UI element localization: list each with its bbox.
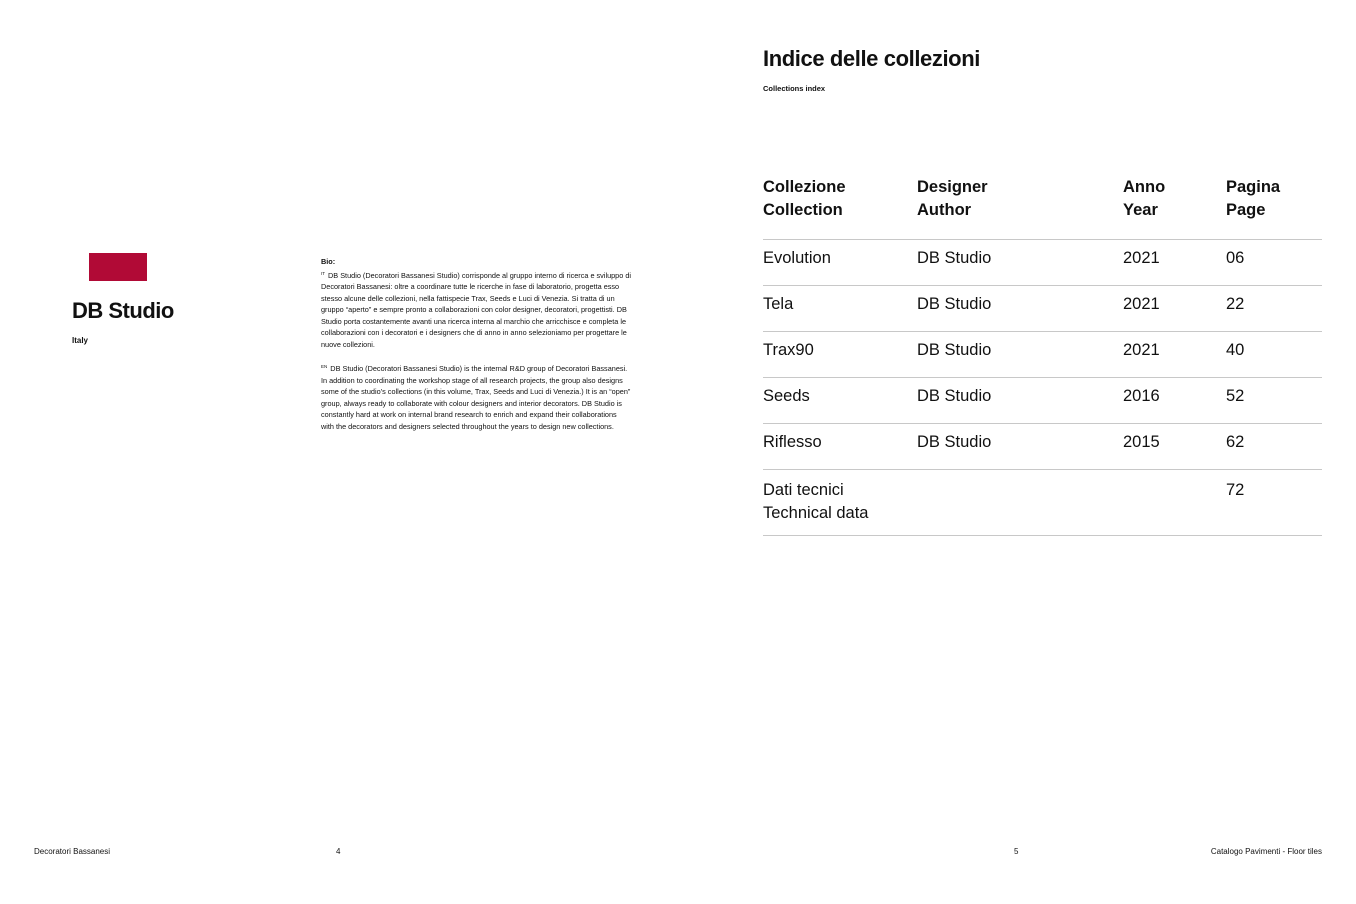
header-year-it: Anno (1123, 178, 1166, 196)
it-marker: IT (321, 270, 325, 276)
index-subtitle: Collections index (763, 84, 826, 93)
en-marker: EN (321, 364, 328, 369)
cell-designer: DB Studio (917, 378, 1123, 424)
studio-name: DB Studio (72, 298, 174, 323)
technical-it: Dati tecnici (763, 481, 844, 499)
table-row-technical (763, 470, 1322, 536)
header-page (1226, 176, 1322, 240)
cell-year: 2021 (1123, 286, 1226, 332)
brand-color-swatch (89, 253, 147, 281)
bio-en-text: DB Studio (Decoratori Bassanesi Studio) is the internal R&D group of Decoratori Bassanesi. In addition to coordinating the workshop stage of all research projects, the group also designs some of the studio’s collections (in this volume, Trax, Seeds and Luci di Venezia.) It is an “open” group, always ready to collaborate with colour designers and interior decorators. DB Studio is constantly hard at work on internal brand research to enrich and expand their collaborations with the decorators and designers selected throughout the years to design new collections. (321, 364, 631, 431)
cell-designer: DB Studio (917, 286, 1123, 332)
cell-collection: Tela (763, 286, 917, 332)
page-number-left: 4 (336, 847, 341, 856)
footer-brand: Decoratori Bassanesi (34, 847, 111, 856)
table-row (763, 332, 1322, 378)
header-designer (917, 176, 1123, 240)
technical-en: Technical data (763, 504, 869, 522)
cell-designer: DB Studio (917, 240, 1123, 286)
header-designer-it: Designer (917, 178, 988, 196)
cell-collection: Trax90 (763, 332, 917, 378)
table-header-row (763, 176, 1322, 240)
header-collection-it: Collezione (763, 178, 846, 196)
cell-collection: Riflesso (763, 424, 917, 470)
header-collection-en: Collection (763, 201, 843, 219)
cell-page: 62 (1226, 424, 1322, 470)
cell-technical-data (763, 470, 1226, 536)
header-page-it: Pagina (1226, 178, 1281, 196)
cell-designer: DB Studio (917, 424, 1123, 470)
header-designer-en: Author (917, 201, 972, 219)
header-year-en: Year (1123, 201, 1158, 219)
header-collection (763, 176, 917, 240)
cell-page: 72 (1226, 470, 1322, 536)
table-row (763, 424, 1322, 470)
table-row (763, 286, 1322, 332)
bio-label: Bio: (321, 257, 336, 266)
cell-designer: DB Studio (917, 332, 1123, 378)
cell-collection: Seeds (763, 378, 917, 424)
table-row (763, 240, 1322, 286)
cell-page: 06 (1226, 240, 1322, 286)
index-title: Indice delle collezioni (763, 46, 980, 71)
cell-year: 2016 (1123, 378, 1226, 424)
header-year (1123, 176, 1226, 240)
cell-year: 2021 (1123, 332, 1226, 378)
bio-it-text: DB Studio (Decoratori Bassanesi Studio) corrisponde al gruppo interno di ricerca e sviluppo di Decoratori Bassanesi: oltre a coordinare tutte le ricerche in fase di laboratorio, progetta esso stesso alcune delle collezioni, nella fattispecie Trax, Seeds e Luci di Venezia. Si tratta di un gruppo “aperto” e sempre pronto a collaborazioni con color designer, decoratori, progettisti. DB Studio porta costantemente avanti una ricerca interna al marchio che arricchisce e completa le collaborazioni con i decoratori e i designers che di anno in anno selezioniamo per progettare le nuove collezioni. (321, 270, 632, 349)
bio-italian (321, 256, 631, 350)
cell-collection: Evolution (763, 240, 917, 286)
bio-english (321, 361, 631, 432)
bio-block (321, 256, 631, 432)
page-number-right: 5 (1014, 847, 1019, 856)
cell-year: 2015 (1123, 424, 1226, 470)
cell-year: 2021 (1123, 240, 1226, 286)
studio-country: Italy (72, 336, 89, 345)
cell-page: 22 (1226, 286, 1322, 332)
footer-catalog: Catalogo Pavimenti - Floor tiles (1210, 847, 1322, 856)
cell-page: 40 (1226, 332, 1322, 378)
cell-page: 52 (1226, 378, 1322, 424)
collections-index-table (763, 176, 1322, 536)
header-page-en: Page (1226, 201, 1266, 219)
table-row (763, 378, 1322, 424)
